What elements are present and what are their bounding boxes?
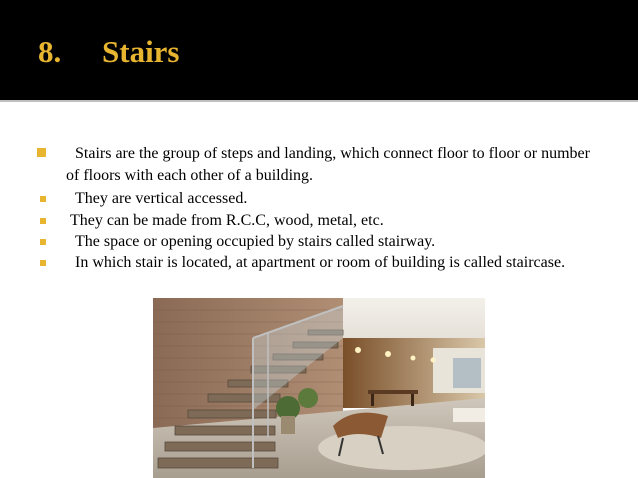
square-bullet-icon (40, 218, 46, 224)
list-item (0, 143, 620, 187)
square-bullet-icon (37, 148, 46, 157)
square-bullet-icon (40, 260, 46, 266)
square-bullet-icon (40, 239, 46, 245)
staircase-photo (153, 298, 485, 478)
slide-number: 8. (38, 34, 62, 69)
bullet-text: The space or opening occupied by stairs called stairway. (75, 233, 436, 250)
square-bullet-icon (40, 196, 46, 202)
title-bar (0, 0, 638, 100)
slide-title: Stairs (102, 34, 180, 69)
list-item (0, 231, 620, 253)
list-item (0, 210, 620, 232)
list-item (0, 188, 620, 210)
bullet-text: They are vertical accessed. (75, 190, 248, 207)
list-item (0, 252, 620, 296)
title-divider (0, 100, 638, 102)
bullet-text: They can be made from R.C.C, wood, metal, etc. (70, 212, 384, 229)
bullet-text: In which stair is located, at apartment or room of building is called staircase. (75, 254, 566, 271)
bullet-text: Stairs are the group of steps and landing, which connect floor to floor or number of floors with each other of a building. (66, 145, 590, 184)
